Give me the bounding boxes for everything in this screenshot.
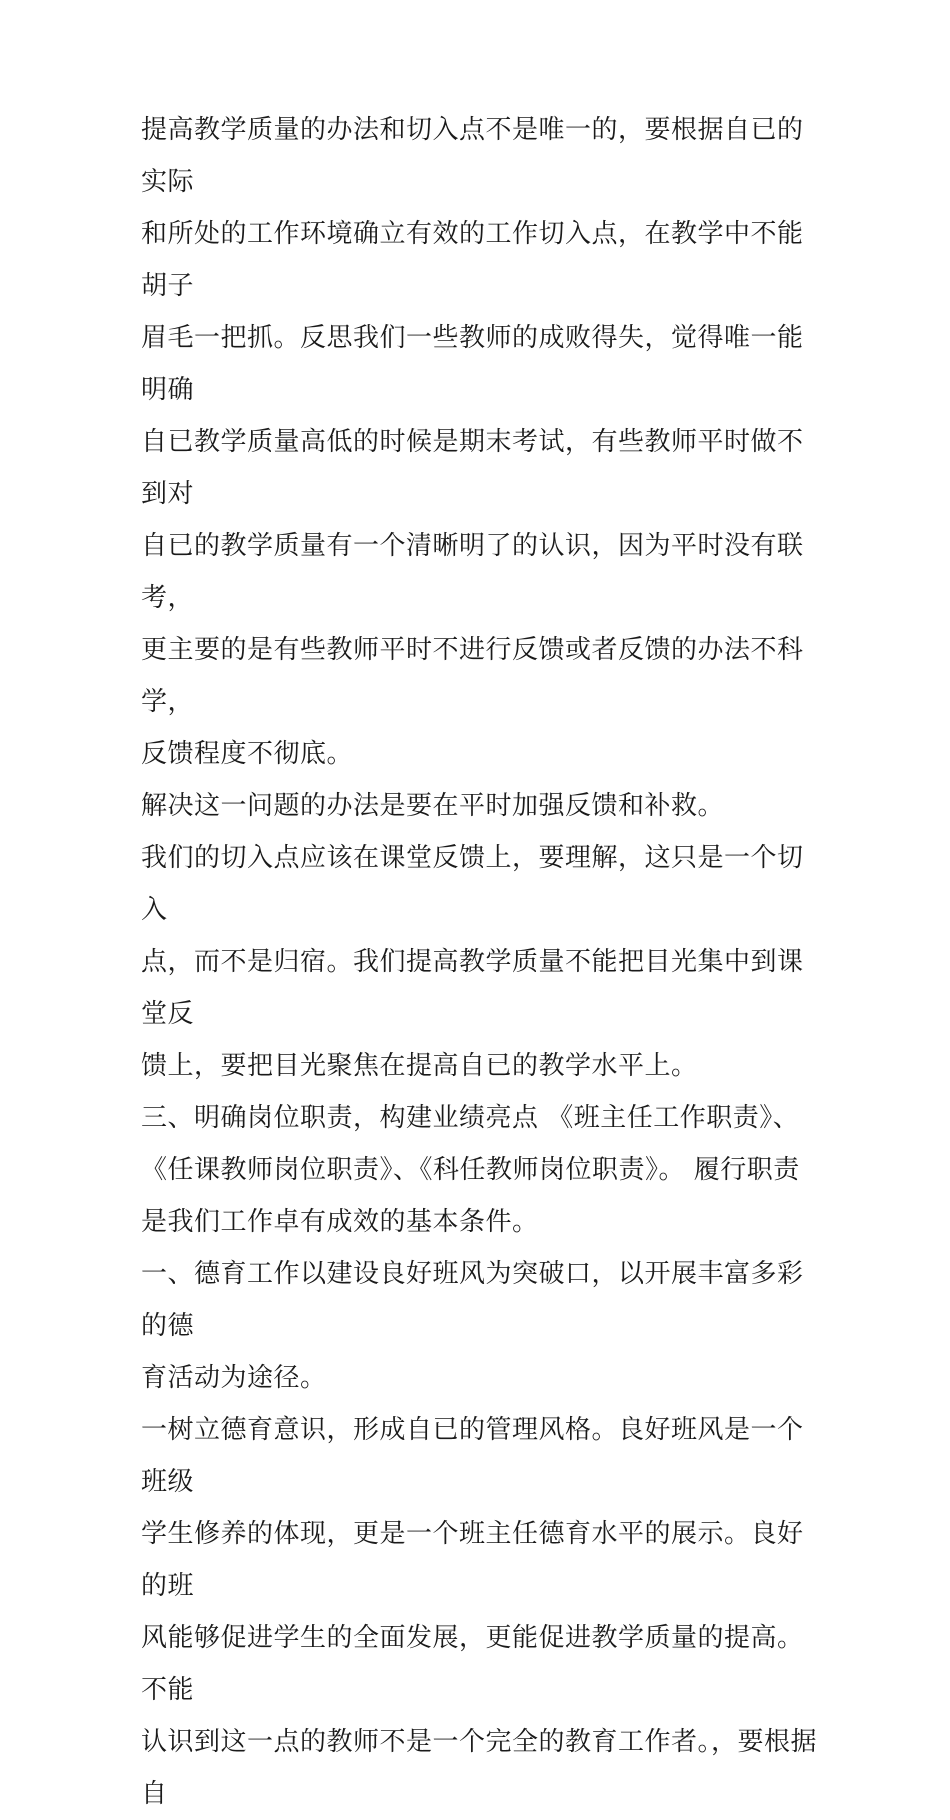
document-body — [141, 104, 821, 1820]
paragraph-class-style: 一树立德育意识，形成自已的管理风格。良好班风是一个班级 学生修养的体现，更是一个班主任德育水平的展示。良好的班 风能够促进学生的全面发展，更能促进教学质量的提高。不能 认识到这一点的教师不是一个完全的教育工作者。，要根据自 — [141, 1415, 818, 1809]
paragraph-moral-education: 一、德育工作以建设良好班风为突破口，以开展丰富多彩的德 育活动为途径。 — [141, 1259, 804, 1393]
paragraph-entry-point: 我们的切入点应该在课堂反馈上，要理解，这只是一个切入 点，而不是归宿。我们提高教学质量不能把目光集中到课堂反 馈上，要把目光聚焦在提高自已的教学水平上。 — [141, 843, 804, 1081]
paragraph-solution: 解决这一问题的办法是要在平时加强反馈和补救。 — [141, 791, 725, 821]
paragraph-teaching-quality: 提高教学质量的办法和切入点不是唯一的，要根据自已的实际 和所处的工作环境确立有效的工作切入点，在教学中不能胡子 眉毛一把抓。反思我们一些教师的成败得失，觉得唯一能明确 自已教学质量高低的时候是期末考试，有些教师平时做不到对 自已的教学质量有一个清晰明了的认识，因为平时没有联考， 更主要的是有些教师平时不进行反馈或者反馈的办法不科学， 反馈程度不彻底。 — [141, 115, 804, 769]
paragraph-job-duties: 三、明确岗位职责，构建业绩亮点 《班主任工作职责》、 《任课教师岗位职责》、《科任教师岗位职责》。 履行职责 是我们工作卓有成效的基本条件。 — [141, 1103, 800, 1237]
